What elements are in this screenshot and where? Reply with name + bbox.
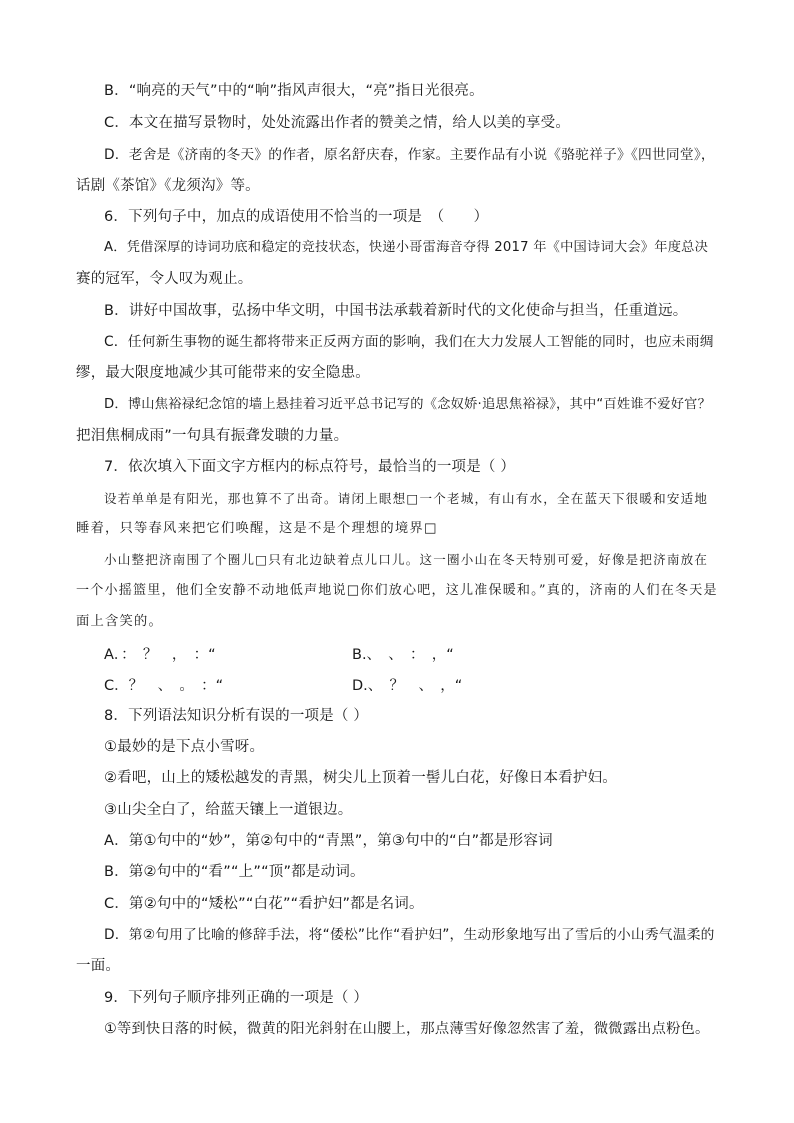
q6-option-b: B．讲好中国故事，弘扬中华文明，中国书法承载着新时代的文化使命与担当，任重道远。 [104,303,688,319]
q8-option-d-line2: 一面。 [76,958,121,974]
q8-sentence-3: ③山尖全白了，给蓝天镶上一道银边。 [104,802,353,818]
q8-option-c: C．第②句中的“矮松”“白花”“看护妇”都是名词。 [104,896,424,912]
q6-option-c-line1: C．任何新生事物的诞生都将带来正反两方面的影响，我们在大力发展人工智能的同时，也应未雨绸 [104,334,714,350]
q7-option-c: C．？ 、 。 ：“ [104,678,224,694]
q5-option-d-line2: 话剧《茶馆》《龙须沟》等。 [76,178,260,194]
q7-passage-line5: 面上含笑的。 [76,614,163,629]
q7-stem: 7．依次填入下面文字方框内的标点符号，最恰当的一项是（ ） [104,459,516,475]
q6-option-a-line2: 赛的冠军，令人叹为观止。 [76,271,253,287]
q7-option-d: D.、 ？ 、 ，“ [352,678,463,694]
q7-passage-line4: 一个小摇篮里，他们全安静不动地低声地说□你们放心吧，这儿准保暖和。”真的，济南的人们在冬天是 [76,583,718,598]
q6-option-d-line2: 把泪焦桐成雨”一句具有振聋发聩的力量。 [76,428,349,444]
q6-option-c-line2: 缪，最大限度地减少其可能带来的安全隐患。 [76,365,370,381]
q8-sentence-2: ②看吧，山上的矮松越发的青黑，树尖儿上顶着一髻儿白花，好像日本看护妇。 [104,770,617,786]
q7-passage-line3: 小山整把济南围了个圈儿□只有北边缺着点儿口儿。这一圈小山在冬天特别可爱，好像是把济南放在 [104,552,709,567]
q8-stem: 8．下列语法知识分析有误的一项是（ ） [104,708,369,724]
q7-passage-line1: 设若单单是有阳光，那也算不了出奇。请闭上眼想□一个老城，有山有水，全在蓝天下很暖和安适地 [104,491,709,506]
q5-option-d-line1: D．老舍是《济南的冬天》的作者，原名舒庆春，作家。主要作品有小说《骆驼祥子》《四世同堂》， [104,147,715,163]
q8-option-d-line1: D．第②句用了比喻的修辞手法，将“倭松”比作“看护妇”，生动形象地写出了雪后的小山秀气温柔的 [104,927,715,943]
q5-option-b: B．“响亮的天气”中的“响”指风声很大，“亮”指日光很亮。 [104,83,484,99]
q6-option-a-line1: A．凭借深厚的诗词功底和稳定的竞技状态，快递小哥雷海音夺得 2017 年《中国诗词大会》年度总决 [104,240,709,255]
q8-option-a: A．第①句中的“妙”，第②句中的“青黑”，第③句中的“白”都是形容词 [104,833,553,849]
q8-sentence-1: ①最妙的是下点小雪呀。 [104,739,265,755]
q7-passage-line2: 睡着，只等春风来把它们唤醒，这是不是个理想的境界□ [76,521,438,536]
q5-option-c: C．本文在描写景物时，处处流露出作者的赞美之情，给人以美的享受。 [104,115,571,131]
q7-option-b: B.、 、 ： ，“ [352,647,454,663]
q9-stem: 9．下列句子顺序排列正确的一项是（ ） [104,990,369,1006]
q6-option-d-line1: D．博山焦裕禄纪念馆的墙上悬挂着习近平总书记写的《念奴娇·追思焦裕禄》，其中“百姓谁不爱好官？ [104,397,712,412]
q9-sentence-1: ①等到快日落的时候，微黄的阳光斜射在山腰上，那点薄雪好像忽然害了羞，微微露出点粉色。 [104,1021,710,1037]
q7-option-a: A．： ？ ， ：“ [104,647,216,663]
q8-option-b: B．第②句中的“看”“上”“顶”都是动词。 [104,864,365,880]
q6-stem: 6．下列句子中，加点的成语使用不恰当的一项是 （ ） [104,209,489,225]
